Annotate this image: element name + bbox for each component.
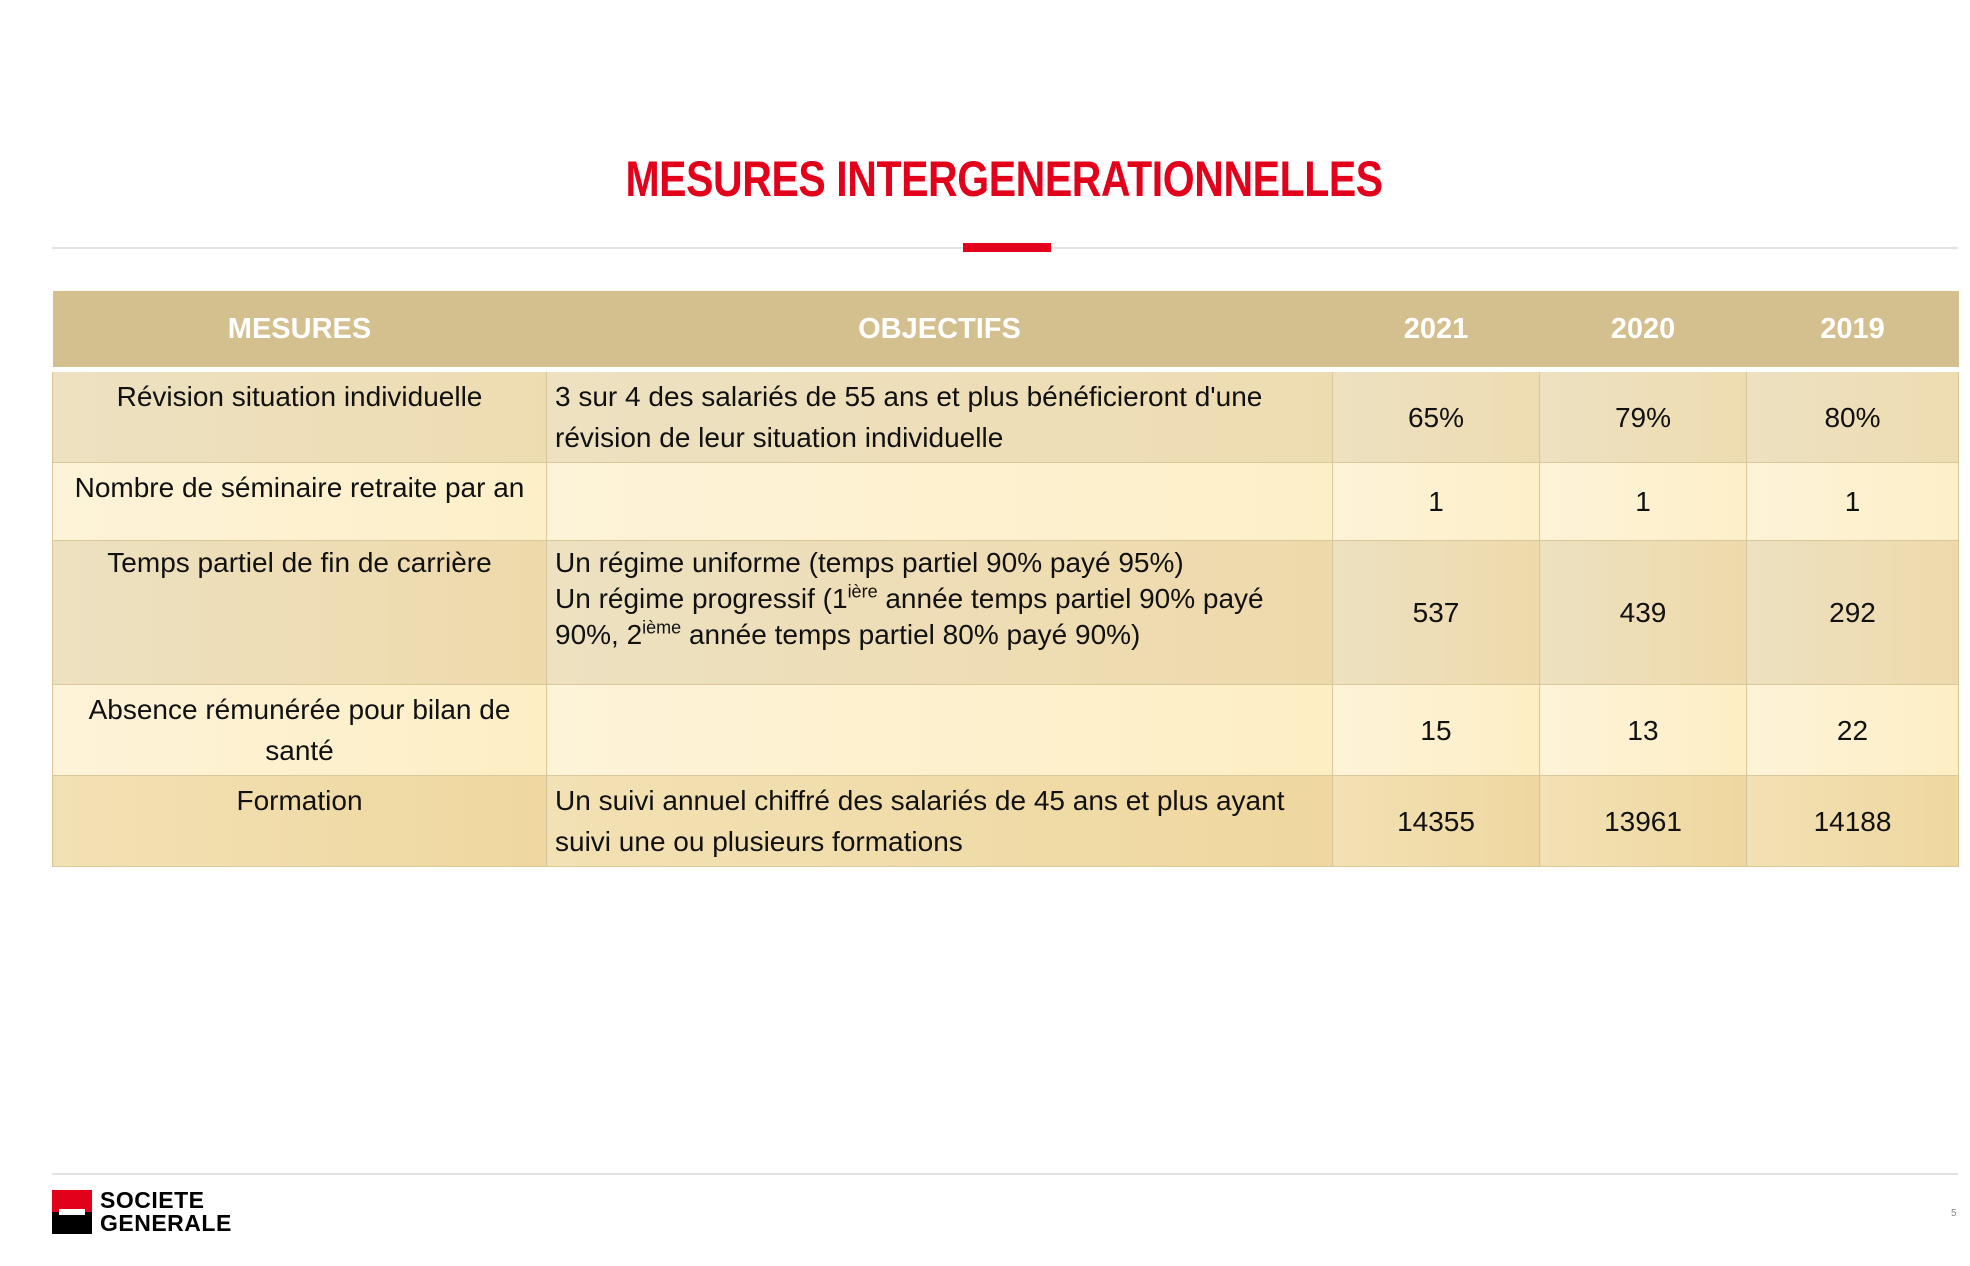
table-header-row	[53, 291, 1959, 370]
value-2021: 65%	[1333, 370, 1540, 463]
table-row	[53, 463, 1959, 541]
brand-line-1: SOCIETE	[100, 1187, 205, 1213]
header-mesures: MESURES	[53, 291, 547, 370]
page-title: MESURES INTERGENERATIONNELLES	[625, 151, 1383, 207]
header-2020: 2020	[1540, 291, 1747, 370]
value-2021: 14355	[1333, 776, 1540, 867]
value-2019: 80%	[1747, 370, 1959, 463]
objective-text: Un régime progressif (1	[555, 583, 848, 614]
value-2021: 1	[1333, 463, 1540, 541]
page-number: 5	[1951, 1208, 1957, 1219]
measures-table	[52, 291, 1959, 867]
table-row	[53, 776, 1959, 867]
footer-divider	[52, 1173, 1958, 1175]
value-2021: 15	[1333, 685, 1540, 776]
ordinal-superscript: ième	[642, 617, 682, 638]
value-2021: 537	[1333, 541, 1540, 685]
objective-line: Un régime uniforme (temps partiel 90% payé 95%)	[555, 547, 1184, 578]
measure-cell: Nombre de séminaire retraite par an	[53, 463, 547, 541]
value-2019: 292	[1747, 541, 1959, 685]
measure-cell: Formation	[53, 776, 547, 867]
objective-cell	[547, 541, 1333, 685]
value-2019: 14188	[1747, 776, 1959, 867]
value-2020: 1	[1540, 463, 1747, 541]
measure-cell: Absence rémunérée pour bilan de santé	[53, 685, 547, 776]
header-2021: 2021	[1333, 291, 1540, 370]
objective-text: année temps partiel 90% payé 90%, 2	[555, 583, 1264, 650]
table-row	[53, 370, 1959, 463]
societe-generale-logo-icon	[52, 1190, 92, 1234]
objective-cell	[547, 685, 1333, 776]
brand-line-2: GENERALE	[100, 1210, 232, 1236]
objective-text: année temps partiel 80% payé 90%)	[681, 619, 1141, 650]
value-2020: 13	[1540, 685, 1747, 776]
objective-cell: 3 sur 4 des salariés de 55 ans et plus bénéficieront d'une révision de leur situation individuelle	[547, 370, 1333, 463]
header-2019: 2019	[1747, 291, 1959, 370]
table-row	[53, 541, 1959, 685]
brand-name	[100, 1189, 232, 1235]
measure-cell: Révision situation individuelle	[53, 370, 547, 463]
value-2020: 13961	[1540, 776, 1747, 867]
value-2020: 439	[1540, 541, 1747, 685]
value-2020: 79%	[1540, 370, 1747, 463]
title-accent-bar	[963, 243, 1051, 252]
ordinal-superscript: ière	[847, 581, 878, 602]
value-2019: 1	[1747, 463, 1959, 541]
objective-cell: Un suivi annuel chiffré des salariés de 45 ans et plus ayant suivi une ou plusieurs formations	[547, 776, 1333, 867]
table-row	[53, 685, 1959, 776]
value-2019: 22	[1747, 685, 1959, 776]
objective-cell	[547, 463, 1333, 541]
measure-cell: Temps partiel de fin de carrière	[53, 541, 547, 685]
header-objectifs: OBJECTIFS	[547, 291, 1333, 370]
